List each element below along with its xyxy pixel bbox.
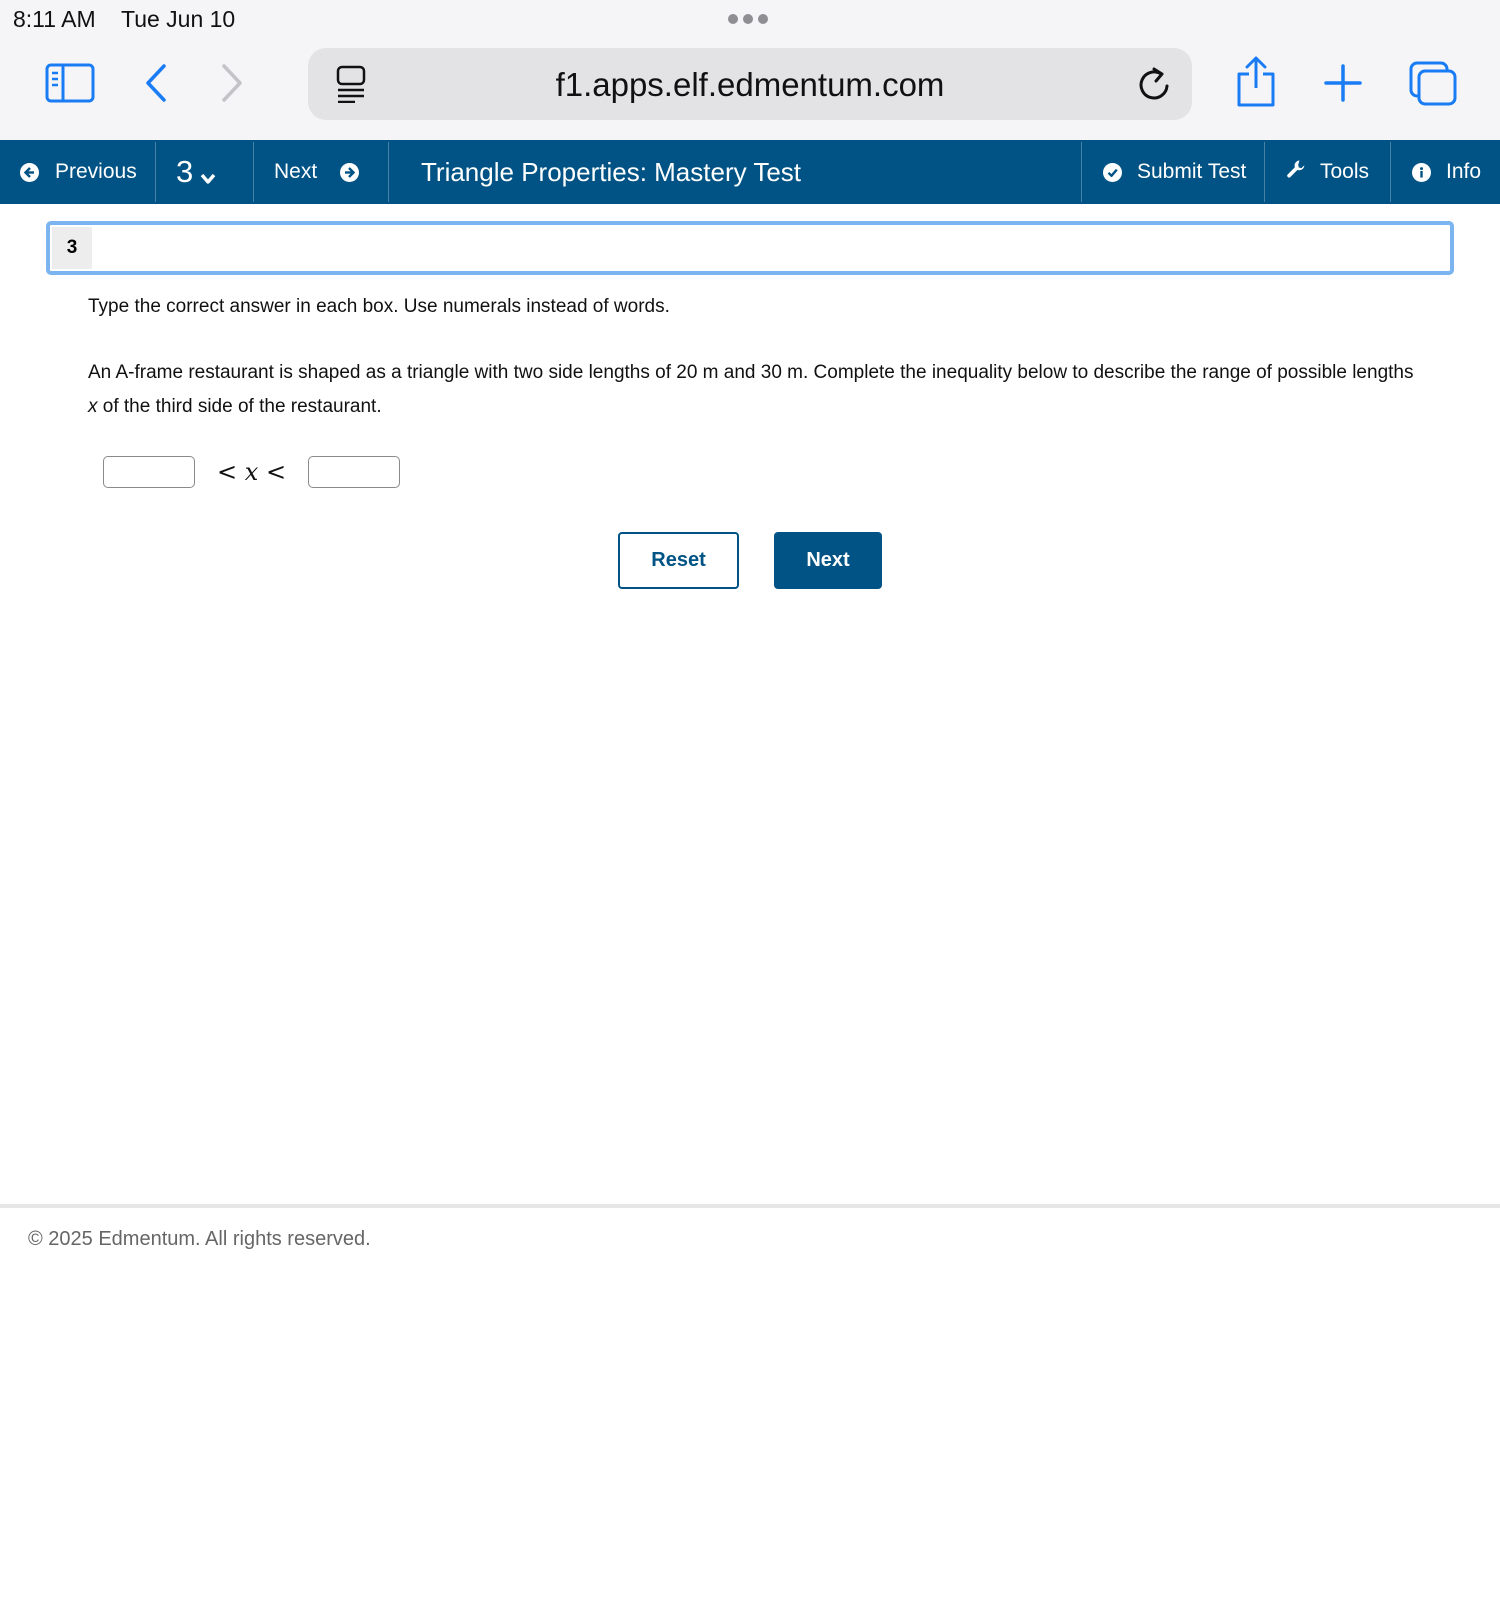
inequality-expression: < x < [217,458,287,486]
status-bar [0,0,1500,40]
browser-toolbar [0,40,1500,140]
info-icon [1412,163,1431,182]
url-text: f1.apps.elf.edmentum.com [555,66,945,103]
back-icon[interactable] [140,62,172,104]
tools-label: Tools [1320,160,1370,183]
status-date: Tue Jun 10 [121,6,236,32]
chevron-down-icon [200,157,216,193]
lower-bound-input[interactable] [103,456,195,488]
reload-icon[interactable] [1136,64,1172,104]
inequality-row [103,456,400,488]
info-label: Info [1446,160,1482,183]
next-nav-label: Next [274,160,318,183]
instructions-text: Type the correct answer in each box. Use numerals instead of words. [88,296,670,317]
tabs-overview-icon[interactable] [1408,60,1458,108]
footer-divider [0,1204,1500,1208]
submit-test-label: Submit Test [1137,160,1247,183]
sidebar-toggle-icon[interactable] [44,62,96,104]
upper-bound-input[interactable] [308,456,400,488]
tools-button[interactable] [1286,140,1369,204]
test-navigation-bar [0,140,1500,204]
submit-test-button[interactable] [1103,140,1246,204]
question-number-badge: 3 [52,227,92,269]
info-button[interactable] [1412,140,1481,204]
question-header [46,221,1454,275]
question-variable: x [88,396,98,417]
test-title: Triangle Properties: Mastery Test [421,156,802,187]
question-number-dropdown[interactable] [176,140,216,204]
check-circle-icon [1103,163,1122,182]
footer-copyright: © 2025 Edmentum. All rights reserved. [28,1228,371,1250]
arrow-left-circle-icon [20,163,39,182]
forward-icon[interactable] [216,62,248,104]
new-tab-icon[interactable] [1322,62,1364,104]
wrench-icon [1286,159,1306,185]
next-nav-button[interactable] [274,140,359,204]
status-time: 8:11 AM [13,6,96,32]
share-icon[interactable] [1234,56,1278,108]
previous-label: Previous [55,160,137,183]
next-button[interactable]: Next [774,532,882,589]
reset-button[interactable]: Reset [618,532,739,589]
question-text: An A-frame restaurant is shaped as a triangle with two side lengths of 20 m and 30 m. Complete the inequality below to describe the range of possible lengths x of the third side of the restaurant. [88,362,1414,417]
multitasking-dots-icon[interactable] [728,14,768,24]
question-number: 3 [176,154,194,189]
previous-button[interactable] [20,140,137,204]
address-bar[interactable] [308,48,1192,120]
arrow-right-circle-icon [340,163,359,182]
